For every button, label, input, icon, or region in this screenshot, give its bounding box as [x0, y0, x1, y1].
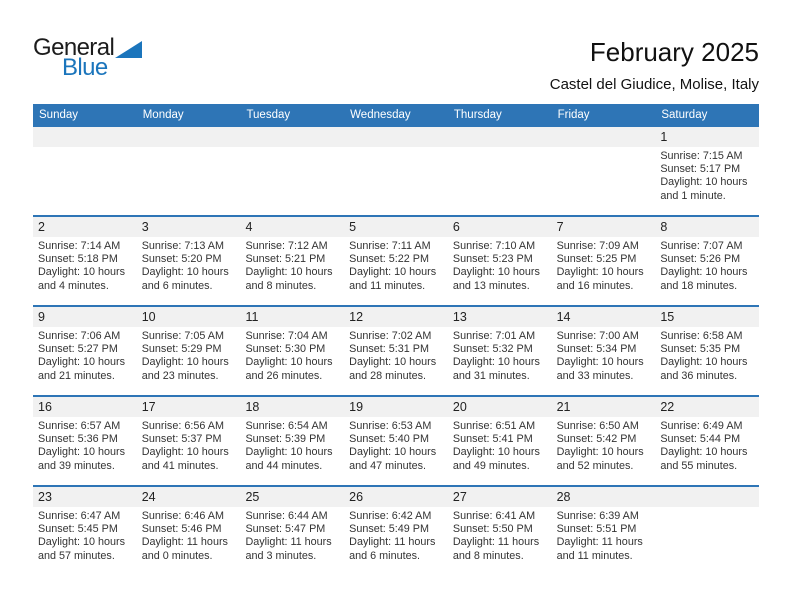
day-number: 3	[137, 217, 241, 237]
day-info-line: Sunset: 5:34 PM	[556, 343, 637, 356]
day-number: 19	[344, 397, 448, 417]
day-info-line: and 16 minutes.	[556, 279, 634, 292]
day-cell-9	[33, 307, 137, 395]
day-info-line: Sunset: 5:49 PM	[349, 523, 429, 536]
day-info-line: Daylight: 10 hours	[245, 446, 333, 459]
day-info-line: Sunset: 5:21 PM	[245, 253, 326, 266]
day-info-line: Sunrise: 7:01 AM	[452, 330, 536, 342]
day-info-line: Sunrise: 6:53 AM	[349, 420, 432, 432]
day-info-line: Daylight: 10 hours	[245, 266, 333, 279]
day-number: 11	[240, 307, 344, 327]
day-info-line: Sunset: 5:17 PM	[660, 163, 741, 176]
day-details	[240, 147, 344, 150]
day-info-line: Sunrise: 7:04 AM	[245, 330, 328, 342]
day-details	[240, 237, 344, 293]
day-number: 23	[33, 487, 137, 507]
week-row	[33, 305, 759, 395]
week-row	[33, 125, 759, 215]
day-info-line: Sunrise: 6:42 AM	[349, 510, 432, 522]
day-cell-empty	[448, 127, 552, 215]
day-details	[344, 507, 448, 563]
day-number: 25	[240, 487, 344, 507]
day-details	[137, 507, 241, 563]
day-number: 24	[137, 487, 241, 507]
day-info-line: and 23 minutes.	[141, 369, 219, 382]
day-cell-8	[655, 217, 759, 305]
day-info-line: Sunset: 5:27 PM	[38, 343, 118, 356]
day-cell-28	[552, 487, 656, 575]
day-info-line: Daylight: 10 hours	[245, 356, 333, 369]
day-cell-2	[33, 217, 137, 305]
day-info-line: Sunset: 5:41 PM	[452, 433, 533, 446]
day-info-line: and 3 minutes.	[245, 549, 317, 562]
day-details	[448, 237, 552, 293]
day-number	[240, 127, 344, 147]
day-number: 22	[655, 397, 759, 417]
day-number: 13	[448, 307, 552, 327]
day-number: 14	[552, 307, 656, 327]
day-details	[137, 417, 241, 473]
day-info-line: Daylight: 10 hours	[660, 446, 748, 459]
day-info-line: Sunset: 5:50 PM	[452, 523, 533, 536]
day-cell-11	[240, 307, 344, 395]
day-info-line: Sunset: 5:39 PM	[245, 433, 326, 446]
weekday-header-tuesday: Tuesday	[246, 108, 291, 121]
day-number: 17	[137, 397, 241, 417]
day-info-line: and 28 minutes.	[349, 369, 426, 382]
day-info-line: Sunset: 5:22 PM	[349, 253, 429, 266]
day-info-line: Sunrise: 6:50 AM	[556, 420, 639, 432]
day-cell-16	[33, 397, 137, 485]
day-info-line: Sunrise: 6:54 AM	[245, 420, 328, 432]
day-info-line: Daylight: 10 hours	[660, 176, 748, 189]
day-info-line: Sunrise: 6:47 AM	[38, 510, 121, 522]
day-number	[137, 127, 241, 147]
day-info-line: Sunrise: 7:09 AM	[556, 240, 639, 252]
day-number: 28	[552, 487, 656, 507]
day-number: 10	[137, 307, 241, 327]
day-cell-empty	[552, 127, 656, 215]
day-details	[655, 237, 759, 293]
day-number: 5	[344, 217, 448, 237]
day-details	[137, 237, 241, 293]
day-info-line: Daylight: 11 hours	[141, 536, 228, 549]
day-details	[240, 507, 344, 563]
calendar	[33, 104, 759, 575]
day-info-line: Sunset: 5:31 PM	[349, 343, 429, 356]
day-info-line: Daylight: 10 hours	[38, 536, 126, 549]
day-info-line: and 21 minutes.	[38, 369, 115, 382]
day-details	[655, 507, 759, 510]
day-info-line: Daylight: 10 hours	[141, 266, 229, 279]
day-number: 12	[344, 307, 448, 327]
day-number: 8	[655, 217, 759, 237]
day-info-line: Sunrise: 7:05 AM	[141, 330, 224, 342]
day-info-line: Daylight: 10 hours	[349, 266, 437, 279]
day-info-line: and 49 minutes.	[452, 459, 530, 472]
day-info-line: and 6 minutes.	[141, 279, 213, 292]
day-info-line: Daylight: 10 hours	[556, 446, 644, 459]
day-info-line: and 52 minutes.	[556, 459, 634, 472]
day-info-line: Sunset: 5:23 PM	[452, 253, 533, 266]
day-cell-10	[137, 307, 241, 395]
day-cell-26	[344, 487, 448, 575]
day-info-line: Sunset: 5:20 PM	[141, 253, 222, 266]
day-details	[344, 327, 448, 383]
day-number: 16	[33, 397, 137, 417]
day-info-line: Sunset: 5:44 PM	[660, 433, 741, 446]
weekday-header-wednesday: Wednesday	[350, 108, 411, 121]
day-info-line: Sunrise: 7:12 AM	[245, 240, 328, 252]
day-info-line: and 33 minutes.	[556, 369, 634, 382]
weekday-header-friday: Friday	[557, 108, 590, 121]
day-details	[448, 507, 552, 563]
day-details	[137, 327, 241, 383]
day-details	[33, 417, 137, 473]
day-info-line: and 39 minutes.	[38, 459, 115, 472]
week-row	[33, 215, 759, 305]
day-details	[137, 147, 241, 150]
day-info-line: Sunset: 5:47 PM	[245, 523, 326, 536]
day-info-line: Daylight: 10 hours	[38, 446, 126, 459]
day-details	[552, 417, 656, 473]
day-info-line: and 13 minutes.	[452, 279, 530, 292]
day-info-line: and 47 minutes.	[349, 459, 426, 472]
day-info-line: and 18 minutes.	[660, 279, 738, 292]
day-info-line: Sunset: 5:30 PM	[245, 343, 326, 356]
day-number	[33, 127, 137, 147]
day-info-line: Sunset: 5:32 PM	[452, 343, 533, 356]
week-row	[33, 485, 759, 575]
day-info-line: Sunset: 5:36 PM	[38, 433, 118, 446]
day-number: 18	[240, 397, 344, 417]
day-details	[655, 147, 759, 203]
day-info-line: Sunrise: 7:07 AM	[660, 240, 743, 252]
weekday-header-row	[33, 104, 759, 125]
day-info-line: and 6 minutes.	[349, 549, 420, 562]
day-info-line: Daylight: 10 hours	[349, 446, 437, 459]
calendar-weeks	[33, 125, 759, 575]
day-cell-15	[655, 307, 759, 395]
day-info-line: Sunset: 5:46 PM	[141, 523, 222, 536]
day-details	[344, 417, 448, 473]
day-number: 6	[448, 217, 552, 237]
day-details	[33, 147, 137, 150]
day-cell-3	[137, 217, 241, 305]
day-number: 9	[33, 307, 137, 327]
day-info-line: Daylight: 11 hours	[245, 536, 332, 549]
day-info-line: and 0 minutes.	[141, 549, 213, 562]
day-details	[240, 327, 344, 383]
day-info-line: Sunrise: 7:06 AM	[38, 330, 121, 342]
day-info-line: Daylight: 10 hours	[38, 356, 126, 369]
day-cell-empty	[240, 127, 344, 215]
logo-text-general: General	[33, 34, 115, 61]
day-cell-14	[552, 307, 656, 395]
day-info-line: Daylight: 10 hours	[141, 446, 229, 459]
day-info-line: Daylight: 10 hours	[556, 266, 644, 279]
day-info-line: Daylight: 10 hours	[38, 266, 126, 279]
day-info-line: and 44 minutes.	[245, 459, 323, 472]
day-info-line: Sunset: 5:26 PM	[660, 253, 741, 266]
day-info-line: Daylight: 11 hours	[349, 536, 436, 549]
day-info-line: Sunset: 5:18 PM	[38, 253, 118, 266]
day-info-line: Sunset: 5:37 PM	[141, 433, 222, 446]
day-info-line: Sunset: 5:40 PM	[349, 433, 429, 446]
day-number: 7	[552, 217, 656, 237]
day-info-line: and 4 minutes.	[38, 279, 109, 292]
day-details	[655, 417, 759, 473]
day-info-line: Sunrise: 6:46 AM	[141, 510, 224, 522]
day-info-line: Daylight: 10 hours	[660, 356, 748, 369]
day-info-line: Sunset: 5:45 PM	[38, 523, 118, 536]
day-info-line: and 11 minutes.	[349, 279, 426, 292]
day-info-line: and 41 minutes.	[141, 459, 219, 472]
day-info-line: Sunrise: 7:13 AM	[141, 240, 224, 252]
logo-text-blue: Blue	[62, 54, 108, 81]
day-number: 20	[448, 397, 552, 417]
day-info-line: Sunrise: 7:10 AM	[452, 240, 536, 252]
day-cell-21	[552, 397, 656, 485]
day-details	[344, 237, 448, 293]
day-cell-24	[137, 487, 241, 575]
day-info-line: Daylight: 10 hours	[141, 356, 229, 369]
day-cell-empty	[137, 127, 241, 215]
day-info-line: Daylight: 10 hours	[349, 356, 437, 369]
day-details	[448, 147, 552, 150]
general-blue-logo	[33, 36, 142, 80]
day-number	[552, 127, 656, 147]
day-details	[33, 237, 137, 293]
day-info-line: Daylight: 10 hours	[452, 266, 540, 279]
day-info-line: and 11 minutes.	[556, 549, 633, 562]
day-cell-1	[655, 127, 759, 215]
day-details	[552, 147, 656, 150]
day-info-line: Daylight: 11 hours	[556, 536, 643, 549]
day-info-line: and 31 minutes.	[452, 369, 530, 382]
day-number: 26	[344, 487, 448, 507]
day-cell-17	[137, 397, 241, 485]
day-info-line: and 1 minute.	[660, 189, 726, 202]
day-cell-4	[240, 217, 344, 305]
day-cell-27	[448, 487, 552, 575]
day-cell-empty	[655, 487, 759, 575]
day-info-line: Sunrise: 7:02 AM	[349, 330, 432, 342]
week-row	[33, 395, 759, 485]
day-info-line: Sunrise: 6:49 AM	[660, 420, 743, 432]
day-cell-20	[448, 397, 552, 485]
day-info-line: Sunrise: 6:41 AM	[452, 510, 536, 522]
day-details	[552, 327, 656, 383]
day-number	[448, 127, 552, 147]
day-info-line: Sunset: 5:51 PM	[556, 523, 637, 536]
day-details	[240, 417, 344, 473]
weekday-header-monday: Monday	[142, 108, 184, 121]
page-title: February 2025	[589, 37, 759, 67]
day-cell-5	[344, 217, 448, 305]
day-info-line: and 26 minutes.	[245, 369, 323, 382]
day-details	[448, 417, 552, 473]
day-details	[344, 147, 448, 150]
day-info-line: Sunrise: 6:56 AM	[141, 420, 224, 432]
day-info-line: Daylight: 11 hours	[452, 536, 540, 549]
weekday-header-sunday: Sunday	[39, 108, 79, 121]
day-details	[552, 507, 656, 563]
day-cell-25	[240, 487, 344, 575]
day-cell-12	[344, 307, 448, 395]
day-number: 2	[33, 217, 137, 237]
day-cell-22	[655, 397, 759, 485]
day-info-line: and 36 minutes.	[660, 369, 738, 382]
day-number: 27	[448, 487, 552, 507]
day-info-line: Sunrise: 7:15 AM	[660, 150, 743, 162]
logo-triangle-icon	[115, 41, 142, 58]
day-info-line: Sunrise: 6:58 AM	[660, 330, 743, 342]
day-cell-6	[448, 217, 552, 305]
day-details	[448, 327, 552, 383]
day-details	[655, 327, 759, 383]
day-info-line: Sunrise: 7:11 AM	[349, 240, 431, 252]
day-number: 21	[552, 397, 656, 417]
day-details	[33, 327, 137, 383]
day-info-line: Daylight: 10 hours	[452, 446, 540, 459]
day-cell-13	[448, 307, 552, 395]
day-number	[655, 487, 759, 507]
day-info-line: Sunrise: 6:51 AM	[452, 420, 536, 432]
day-cell-7	[552, 217, 656, 305]
day-details	[33, 507, 137, 563]
day-cell-empty	[344, 127, 448, 215]
day-info-line: Sunrise: 6:44 AM	[245, 510, 328, 522]
day-number	[344, 127, 448, 147]
day-info-line: Daylight: 10 hours	[660, 266, 748, 279]
day-info-line: Sunset: 5:42 PM	[556, 433, 637, 446]
day-details	[552, 237, 656, 293]
day-info-line: Sunset: 5:29 PM	[141, 343, 222, 356]
day-info-line: and 8 minutes.	[245, 279, 317, 292]
day-info-line: Sunrise: 7:00 AM	[556, 330, 639, 342]
day-info-line: Sunset: 5:25 PM	[556, 253, 637, 266]
day-cell-empty	[33, 127, 137, 215]
day-info-line: and 55 minutes.	[660, 459, 738, 472]
day-info-line: and 57 minutes.	[38, 549, 115, 562]
day-info-line: Sunrise: 6:39 AM	[556, 510, 639, 522]
day-number: 1	[655, 127, 759, 147]
day-cell-23	[33, 487, 137, 575]
day-info-line: and 8 minutes.	[452, 549, 524, 562]
day-info-line: Daylight: 10 hours	[452, 356, 540, 369]
day-number: 4	[240, 217, 344, 237]
day-info-line: Sunrise: 7:14 AM	[38, 240, 121, 252]
day-info-line: Sunrise: 6:57 AM	[38, 420, 121, 432]
day-cell-18	[240, 397, 344, 485]
day-number: 15	[655, 307, 759, 327]
day-info-line: Sunset: 5:35 PM	[660, 343, 741, 356]
day-info-line: Daylight: 10 hours	[556, 356, 644, 369]
weekday-header-thursday: Thursday	[453, 108, 502, 121]
weekday-header-saturday: Saturday	[661, 108, 708, 121]
location-subtitle: Castel del Giudice, Molise, Italy	[549, 76, 759, 93]
day-cell-19	[344, 397, 448, 485]
